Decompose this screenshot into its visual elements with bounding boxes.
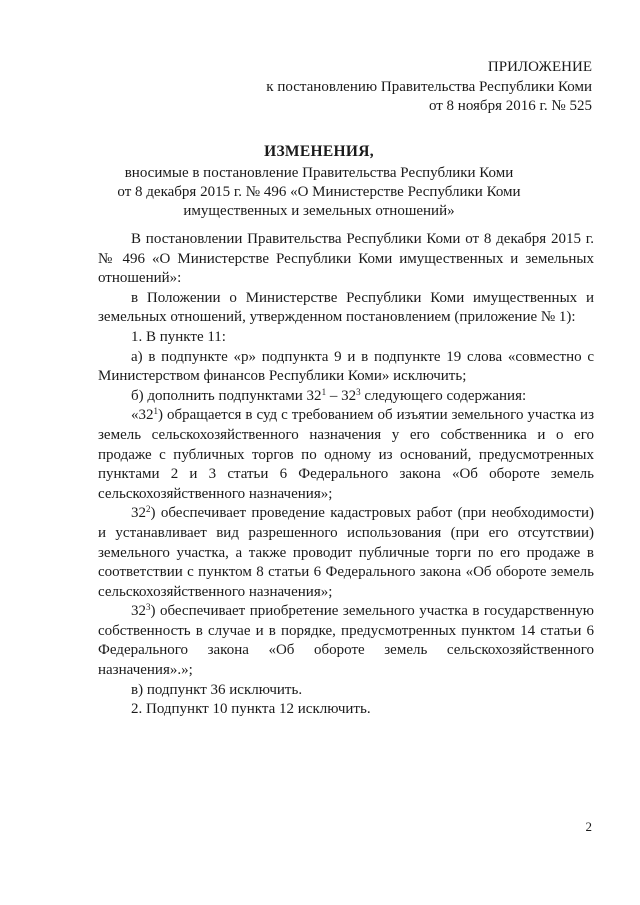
paragraph-32-2: $32^2$) обеспечивает проведение кадастровых работ (при необходимости) и устанавливает вид разрешенного использования (при его отсутствии) земельного участка, а также проводит публичные торги по его продаже в соответствии с пунктом 8 статьи 6 Федерального закона «Об обороте земель сельскохозяйственного назначения»;: [98, 504, 594, 600]
paragraph-32-3: $32^3$) обеспечивает приобретение земельного участка в государственную собственность в случае и в порядке, предусмотренных пунктом 14 статьи 6 Федерального закона «Об обороте земель сельскохозяйственного назначения».»;: [98, 602, 594, 679]
subtitle-line-3: имущественных и земельных отношений»: [183, 203, 455, 220]
paragraph-subitem-v: в) подпункт 36 исключить.: [131, 681, 303, 698]
page-number: 2: [585, 819, 592, 834]
document-body: [98, 230, 594, 720]
appendix-label: ПРИЛОЖЕНИЕ: [487, 59, 592, 75]
appendix-resolution: к постановлению Правительства Республики Коми: [266, 78, 592, 95]
document-title: ИЗМЕНЕНИЯ,: [264, 143, 374, 160]
subtitle-line-2: от 8 декабря 2015 г. № 496 «О Министерстве Республики Коми: [117, 184, 521, 201]
paragraph-intro: В постановлении Правительства Республики Коми от 8 декабря 2015 г. № 496 «О Министерстве Республики Коми имущественных и земельных отношений»:: [98, 231, 594, 287]
appendix-header: [266, 58, 592, 117]
paragraph-item-2: 2. Подпункт 10 пункта 12 исключить.: [131, 701, 371, 718]
paragraph-subitem-a: а) в подпункте «р» подпункта 9 и в подпункте 19 слова «совместно с Министерством финансов Республики Коми» исключить;: [98, 348, 594, 385]
paragraph-item-1: 1. В пункте 11:: [131, 328, 226, 345]
paragraph-subitem-b: б) дополнить подпунктами $32^1 - 32^3$ следующего содержания:: [131, 386, 527, 404]
paragraph-regulation: в Положении о Министерстве Республики Коми имущественных и земельных отношений, утвержденном постановлением (приложение № 1):: [98, 289, 594, 326]
paragraph-32-1: «$32^1$) обращается в суд с требованием об изъятии земельного участка из земель сельскохозяйственного назначения у его собственника и о его продаже с публичных торгов по одному из оснований, предусмотренных пунктами 2 и 3 статьи 6 Федерального закона «Об обороте земель сельскохозяйственного назначения»;: [98, 406, 594, 502]
appendix-date-number: от 8 ноября 2016 г. № 525: [428, 98, 592, 114]
document-subtitle: [98, 164, 540, 222]
subtitle-line-1: вносимые в постановление Правительства Республики Коми: [124, 165, 514, 181]
